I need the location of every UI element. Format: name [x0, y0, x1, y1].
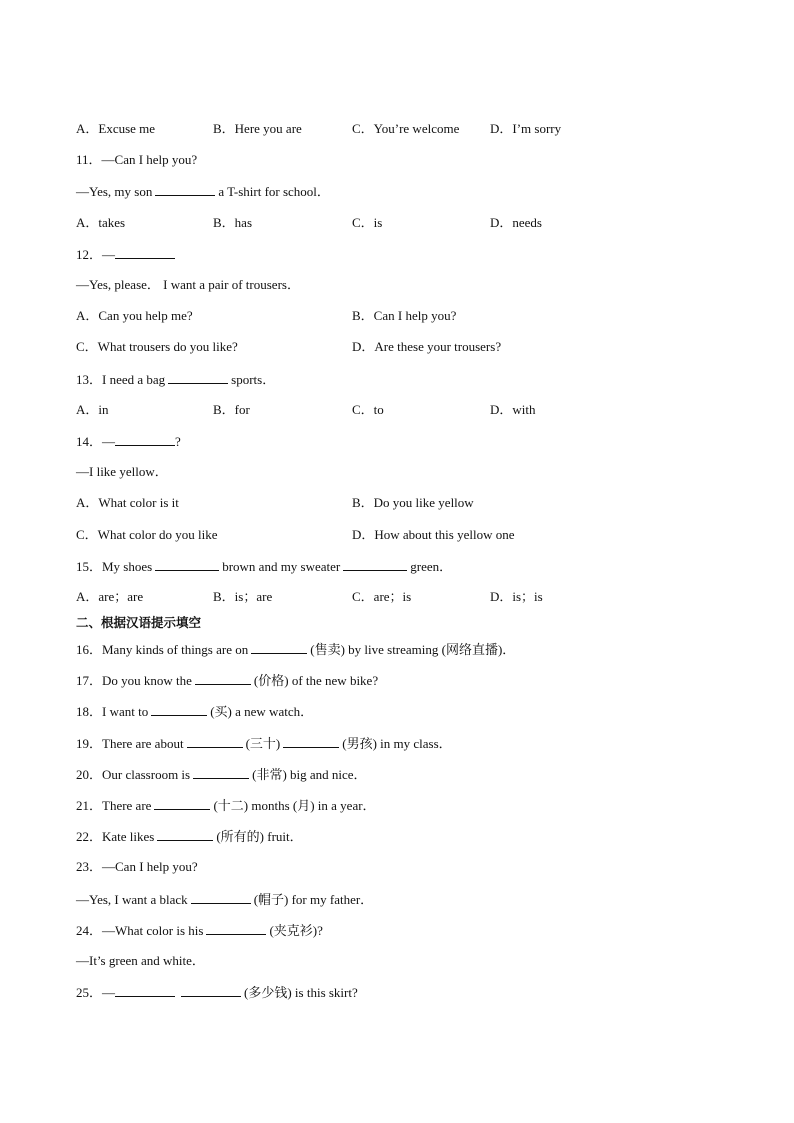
q12-option-c: C．What trousers do you like?: [76, 339, 238, 354]
q16: [76, 639, 515, 659]
q18-text-b: (买) a new watch．: [210, 704, 314, 719]
q11-option-a: A．takes: [76, 215, 126, 230]
q19-text-a: 19．There are about: [76, 736, 184, 751]
q10-option-a: A．Excuse me: [76, 121, 156, 136]
section-2-title: 二、根据汉语提示填空: [76, 615, 202, 630]
q10-option-c: C．You’re welcome: [352, 121, 460, 136]
answer-blank: [155, 556, 219, 571]
q25-stem: [76, 982, 358, 1002]
q13-stem-text-a: 13．I need a bag: [76, 372, 166, 387]
q22: [76, 826, 303, 846]
q19-text-b: (三十): [245, 736, 281, 751]
q13-option-b: B．for: [213, 402, 250, 417]
q25-text-a: 25．—: [76, 985, 116, 1000]
q24-stem: [76, 920, 323, 940]
q16-text-b: (售卖) by live streaming (网络直播)．: [310, 642, 516, 657]
q24-text-b: (夹克衫)?: [269, 923, 323, 938]
answer-blank: [195, 670, 251, 685]
q13-stem-text-b: sports．: [231, 372, 276, 387]
q23-stem: 23．—Can I help you?: [76, 859, 198, 874]
q11-stem: 11．—Can I help you?: [76, 152, 198, 167]
answer-blank: [193, 764, 249, 779]
q17: [76, 670, 378, 690]
q12-reply: —Yes, please． I want a pair of trousers．: [76, 277, 300, 292]
answer-blank: [115, 982, 175, 997]
answer-blank: [154, 795, 210, 810]
q11-reply-text-a: —Yes, my son: [76, 184, 153, 199]
answer-blank: [187, 733, 243, 748]
q15-option-a: A．are；are: [76, 589, 144, 604]
q14-option-c: C．What color do you like: [76, 527, 218, 542]
q11-reply-text-b: a T-shirt for school．: [218, 184, 330, 199]
q11-reply: [76, 181, 330, 201]
q24-reply: —It’s green and white．: [76, 953, 205, 968]
answer-blank: [191, 889, 251, 904]
q22-text-a: 22．Kate likes: [76, 829, 155, 844]
q12-stem: [76, 244, 178, 264]
q14-stem: [76, 431, 181, 451]
q17-text-a: 17．Do you know the: [76, 673, 192, 688]
q20-text-b: (非常) big and nice．: [252, 767, 367, 782]
q13-option-c: C．to: [352, 402, 384, 417]
q15-option-b: B．is；are: [213, 589, 273, 604]
answer-blank: [181, 982, 241, 997]
q19-text-c: (男孩) in my class．: [342, 736, 452, 751]
q10-option-d: D．I’m sorry: [490, 121, 562, 136]
q13-option-d: D．with: [490, 402, 536, 417]
answer-blank: [206, 920, 266, 935]
q19: [76, 733, 452, 753]
q25-text-b: (多少钱) is this skirt?: [244, 985, 358, 1000]
q11-option-d: D．needs: [490, 215, 542, 230]
q13-option-a: A．in: [76, 402, 109, 417]
q11-option-c: C．is: [352, 215, 383, 230]
q18-text-a: 18．I want to: [76, 704, 149, 719]
answer-blank: [157, 826, 213, 841]
q20-text-a: 20．Our classroom is: [76, 767, 191, 782]
q15-stem: [76, 556, 452, 576]
answer-blank: [115, 244, 175, 259]
answer-blank: [283, 733, 339, 748]
q12-stem-text: 12．—: [76, 247, 116, 262]
q23-reply: [76, 889, 373, 909]
q21-text-b: (十二) months (月) in a year．: [213, 798, 376, 813]
answer-blank: [115, 431, 175, 446]
q12-option-b: B．Can I help you?: [352, 308, 457, 323]
q14-option-a: A．What color is it: [76, 495, 179, 510]
q23-reply-text-b: (帽子) for my father．: [253, 892, 374, 907]
q15-option-c: C．are；is: [352, 589, 412, 604]
q16-text-a: 16．Many kinds of things are on: [76, 642, 249, 657]
q20: [76, 764, 367, 784]
q11-option-b: B．has: [213, 215, 253, 230]
q24-text-a: 24．—What color is his: [76, 923, 204, 938]
q18: [76, 701, 313, 721]
q14-option-d: D．How about this yellow one: [352, 527, 515, 542]
answer-blank: [168, 369, 228, 384]
q15-stem-text-a: 15．My shoes: [76, 559, 153, 574]
q14-option-b: B．Do you like yellow: [352, 495, 474, 510]
q13-stem: [76, 369, 275, 389]
q14-stem-text-a: 14．—: [76, 434, 116, 449]
q21: [76, 795, 376, 815]
q15-option-d: D．is；is: [490, 589, 543, 604]
q12-option-d: D．Are these your trousers?: [352, 339, 502, 354]
answer-blank: [155, 181, 215, 196]
answer-blank: [343, 556, 407, 571]
q15-stem-text-c: green．: [410, 559, 453, 574]
q14-reply: —I like yellow．: [76, 464, 168, 479]
answer-blank: [251, 639, 307, 654]
q23-reply-text-a: —Yes, I want a black: [76, 892, 188, 907]
q15-stem-text-b: brown and my sweater: [222, 559, 341, 574]
answer-blank: [151, 701, 207, 716]
q14-stem-text-b: ?: [175, 434, 181, 449]
q10-option-b: B．Here you are: [213, 121, 302, 136]
q22-text-b: (所有的) fruit．: [216, 829, 303, 844]
q21-text-a: 21．There are: [76, 798, 152, 813]
q17-text-b: (价格) of the new bike?: [253, 673, 379, 688]
q12-option-a: A．Can you help me?: [76, 308, 193, 323]
